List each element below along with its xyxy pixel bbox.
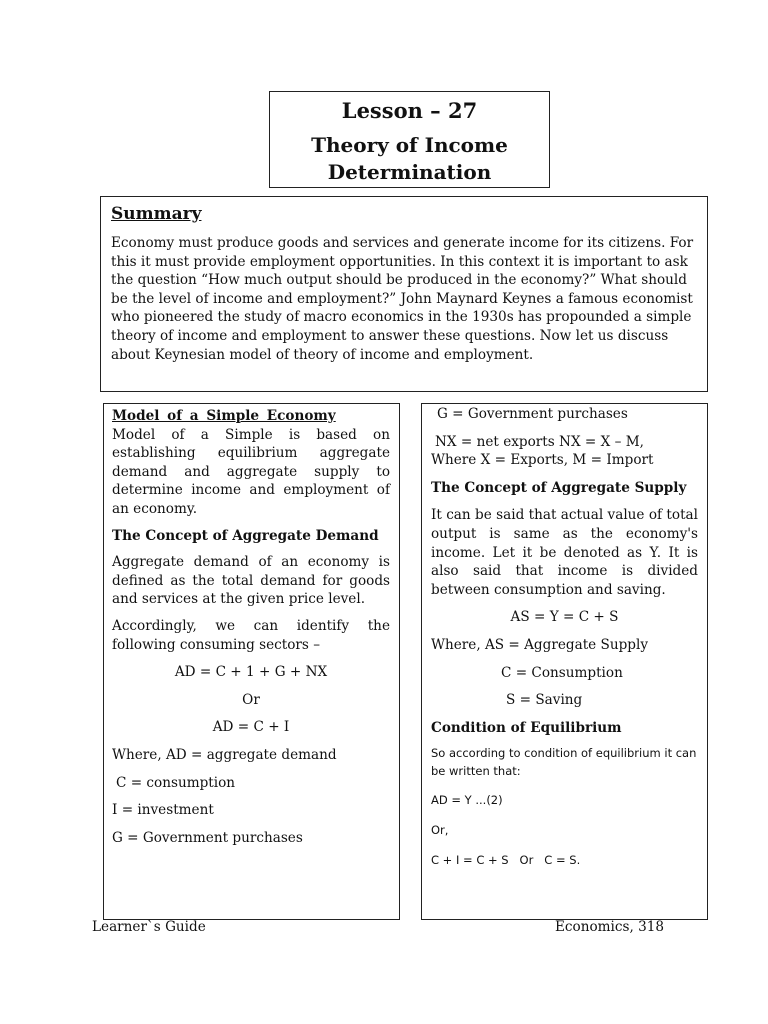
as-equation: AS = Y = C + S bbox=[510, 609, 619, 626]
where-ad-text: Where, AD = aggregate demand bbox=[112, 746, 337, 763]
equilibrium-text: So according to condition of equilibrium it can be written that: bbox=[431, 746, 697, 779]
right-column bbox=[421, 403, 708, 920]
equilibrium-final-equation: C + I = C + S Or C = S. bbox=[431, 852, 581, 867]
or-label: Or bbox=[242, 691, 260, 708]
investment-definition: I = investment bbox=[112, 802, 214, 819]
summary-box bbox=[100, 196, 708, 392]
government-purchases-def: G = Government purchases bbox=[437, 406, 628, 422]
aggregate-demand-heading: The Concept of Aggregate Demand bbox=[112, 527, 379, 544]
where-exports-text: Where X = Exports, M = Import bbox=[431, 452, 654, 469]
aggregate-demand-text: Aggregate demand of an economy is defined as the total demand for goods and services at the given price level. bbox=[112, 554, 390, 608]
model-heading: Model of a Simple Economy bbox=[112, 408, 336, 424]
consumption-definition: C = consumption bbox=[116, 774, 236, 791]
aggregate-supply-heading: The Concept of Aggregate Supply bbox=[431, 479, 687, 496]
model-intro: Model of a Simple is based on establishing equilibrium aggregate demand and aggregate supply to determine income and employment of an economy. bbox=[112, 426, 390, 517]
lesson-title: Theory of Income Determination bbox=[311, 133, 508, 184]
summary-heading: Summary bbox=[111, 204, 202, 224]
net-exports-def: NX = net exports NX = X – M, bbox=[435, 433, 645, 450]
footer-right: Economics, 318 bbox=[555, 919, 665, 935]
left-column bbox=[103, 403, 400, 920]
accordingly-text: Accordingly, we can identify the following consuming sectors – bbox=[112, 617, 390, 653]
equilibrium-heading: Condition of Equilibrium bbox=[431, 719, 622, 736]
ad-equation-2: AD = C + I bbox=[212, 719, 290, 736]
consumption-def: C = Consumption bbox=[501, 664, 623, 681]
summary-text: Economy must produce goods and services and generate income for its citizens. For this it must provide employment opportunities. In this context it is important to ask the question “How much output should be produced in the economy?” What should be the level of income and employment?” John Maynard Keynes a famous economist who pioneered the study of macro economics in the 1930s has propounded a simple theory of income and employment to answer these questions. Now let us discuss about Keynesian model of theory of income and employment. bbox=[111, 235, 694, 363]
aggregate-supply-text: It can be said that actual value of total output is same as the economy's income. Let it be denoted as Y. It is also said that income is divided between consumption and saving. bbox=[431, 507, 698, 598]
equilibrium-ad-equation: AD = Y ...(2) bbox=[431, 793, 503, 808]
equilibrium-or: Or, bbox=[431, 822, 449, 837]
footer-left: Learner`s Guide bbox=[92, 919, 206, 935]
saving-def: S = Saving bbox=[506, 692, 583, 709]
ad-equation-1: AD = C + 1 + G + NX bbox=[174, 664, 328, 681]
lesson-title-box bbox=[269, 91, 550, 188]
lesson-number: Lesson – 27 bbox=[341, 98, 478, 123]
government-definition: G = Government purchases bbox=[112, 829, 303, 846]
where-as-text: Where, AS = Aggregate Supply bbox=[431, 636, 649, 653]
